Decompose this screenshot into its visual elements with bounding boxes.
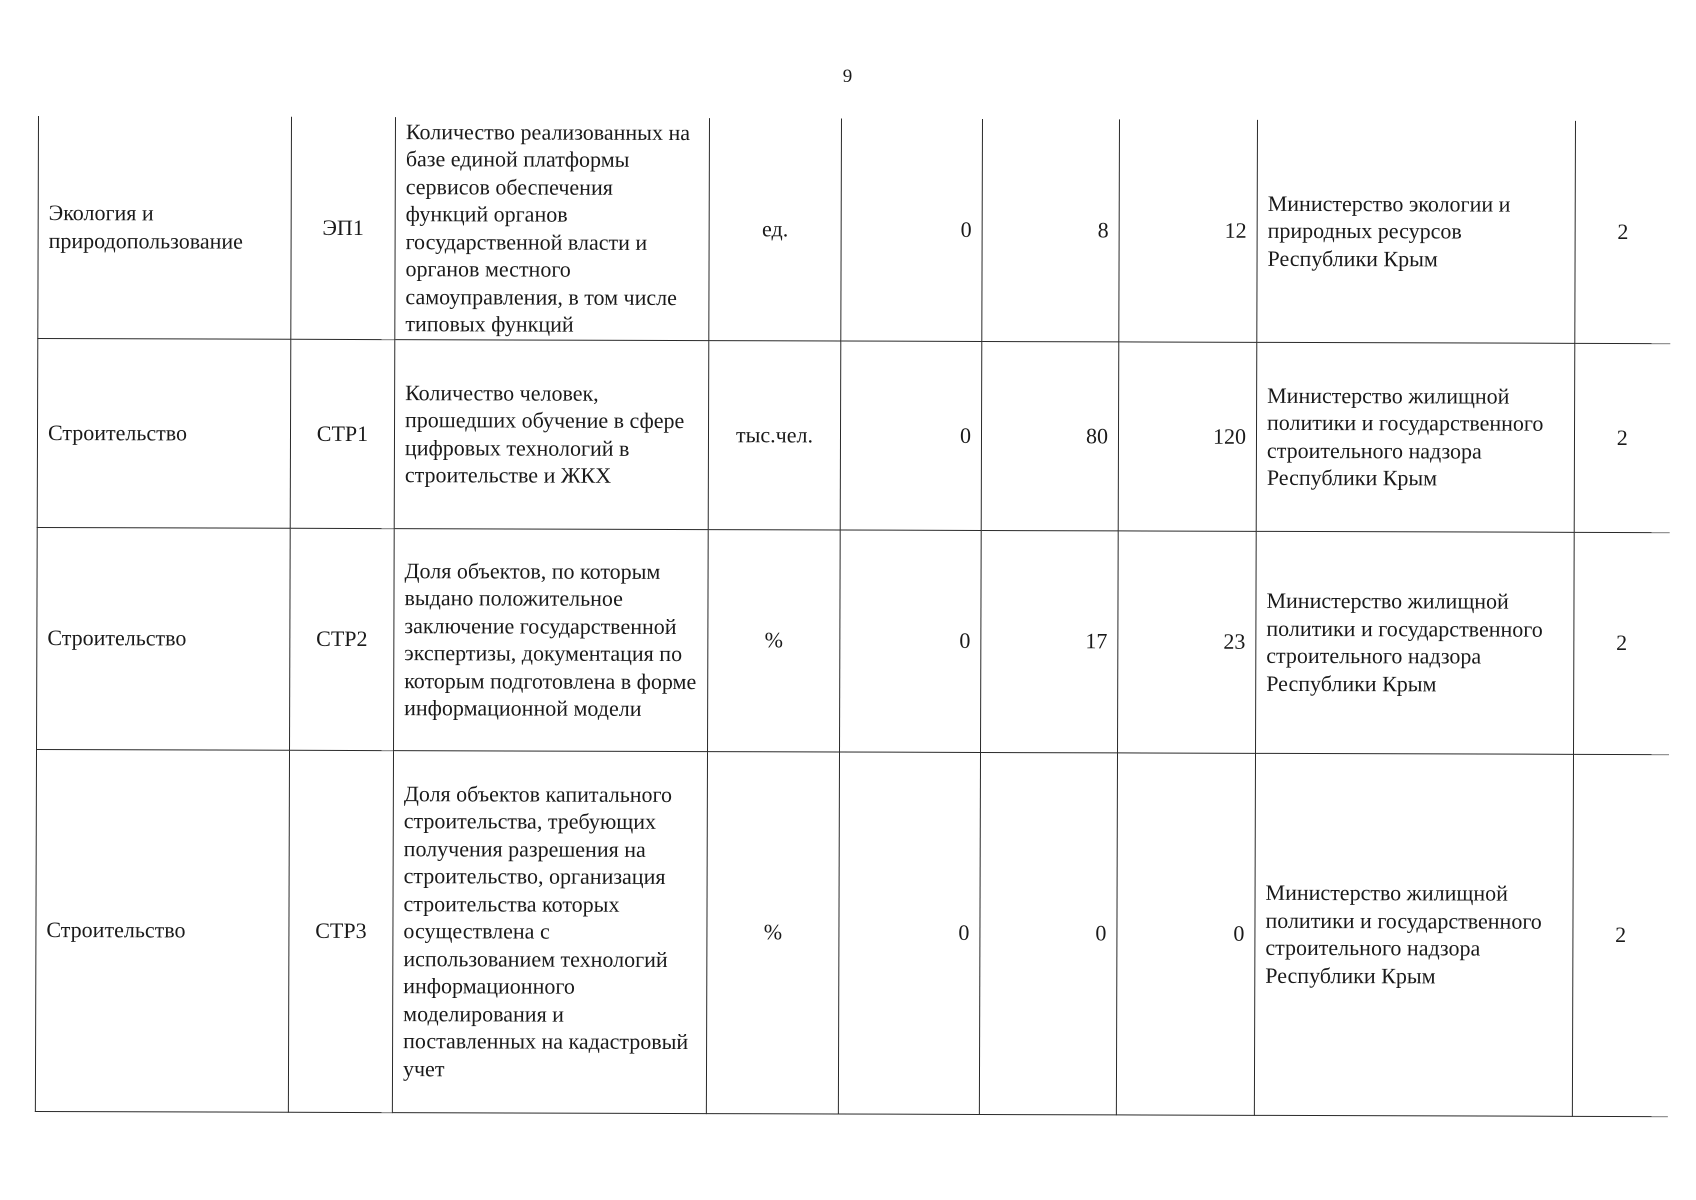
responsible-cell: Министерство жилищной политики и государственного строительного надзора Республики Крым xyxy=(1256,531,1575,754)
description-cell: Количество реализованных на базе единой платформы сервисов обеспечения функций органов государственной власти и органов местного самоуправления, в том числе типовых функций xyxy=(395,117,710,340)
unit-cell: ед. xyxy=(709,118,842,340)
description-cell: Количество человек, прошедших обучение в сфере цифровых технологий в строительстве и ЖКХ xyxy=(394,339,709,529)
code-cell: СТР3 xyxy=(288,750,393,1112)
responsible-cell: Министерство экологии и природных ресурсов Республики Крым xyxy=(1257,120,1576,343)
last-column-cell: 2 xyxy=(1572,754,1668,1116)
last-column-cell: 2 xyxy=(1574,532,1670,754)
base-value-cell: 0 xyxy=(840,530,982,752)
table-row xyxy=(37,527,1670,754)
page-number: 9 xyxy=(842,66,854,87)
base-value-cell: 0 xyxy=(841,119,983,341)
code-cell: ЭП1 xyxy=(291,117,396,339)
description-cell: Доля объектов, по которым выдано положительное заключение государственной экспертизы, документация по которым подготовлена в форме информационной модели xyxy=(394,528,709,751)
unit-cell: % xyxy=(708,529,841,751)
target-value-cell: 23 xyxy=(1118,530,1257,752)
sector-cell: Строительство xyxy=(37,338,291,528)
code-cell: СТР1 xyxy=(290,339,395,528)
sector-cell: Строительство xyxy=(35,749,289,1112)
base-value-cell: 0 xyxy=(838,752,980,1114)
responsible-cell: Министерство жилищной политики и государственного строительного надзора Республики Крым xyxy=(1256,342,1575,532)
target-value-cell: 12 xyxy=(1119,119,1258,341)
indicators-table xyxy=(35,116,1671,1117)
target-value-cell: 120 xyxy=(1118,341,1257,530)
unit-cell: тыс.чел. xyxy=(708,340,841,529)
responsible-cell: Министерство жилищной политики и государственного строительного надзора Республики Крым xyxy=(1254,753,1573,1116)
mid-value-cell: 80 xyxy=(981,341,1119,530)
sector-cell: Строительство xyxy=(37,527,291,750)
mid-value-cell: 0 xyxy=(979,752,1117,1114)
sector-cell: Экология и природопользование xyxy=(38,116,292,339)
last-column-cell: 2 xyxy=(1574,343,1670,532)
base-value-cell: 0 xyxy=(840,341,982,530)
code-cell: СТР2 xyxy=(290,528,395,750)
target-value-cell: 0 xyxy=(1116,752,1255,1114)
table-row xyxy=(38,116,1671,343)
mid-value-cell: 17 xyxy=(981,530,1119,752)
last-column-cell: 2 xyxy=(1575,121,1671,343)
table-row xyxy=(35,749,1668,1116)
description-cell: Доля объектов капитального строительства, требующих получения разрешения на строительство, организация строительства которых осуществлена с использованием технологий информационного моделирования и поставленных на кадастровый учет xyxy=(392,750,707,1113)
unit-cell: % xyxy=(706,751,839,1113)
mid-value-cell: 8 xyxy=(982,119,1120,341)
table-row xyxy=(37,338,1670,532)
